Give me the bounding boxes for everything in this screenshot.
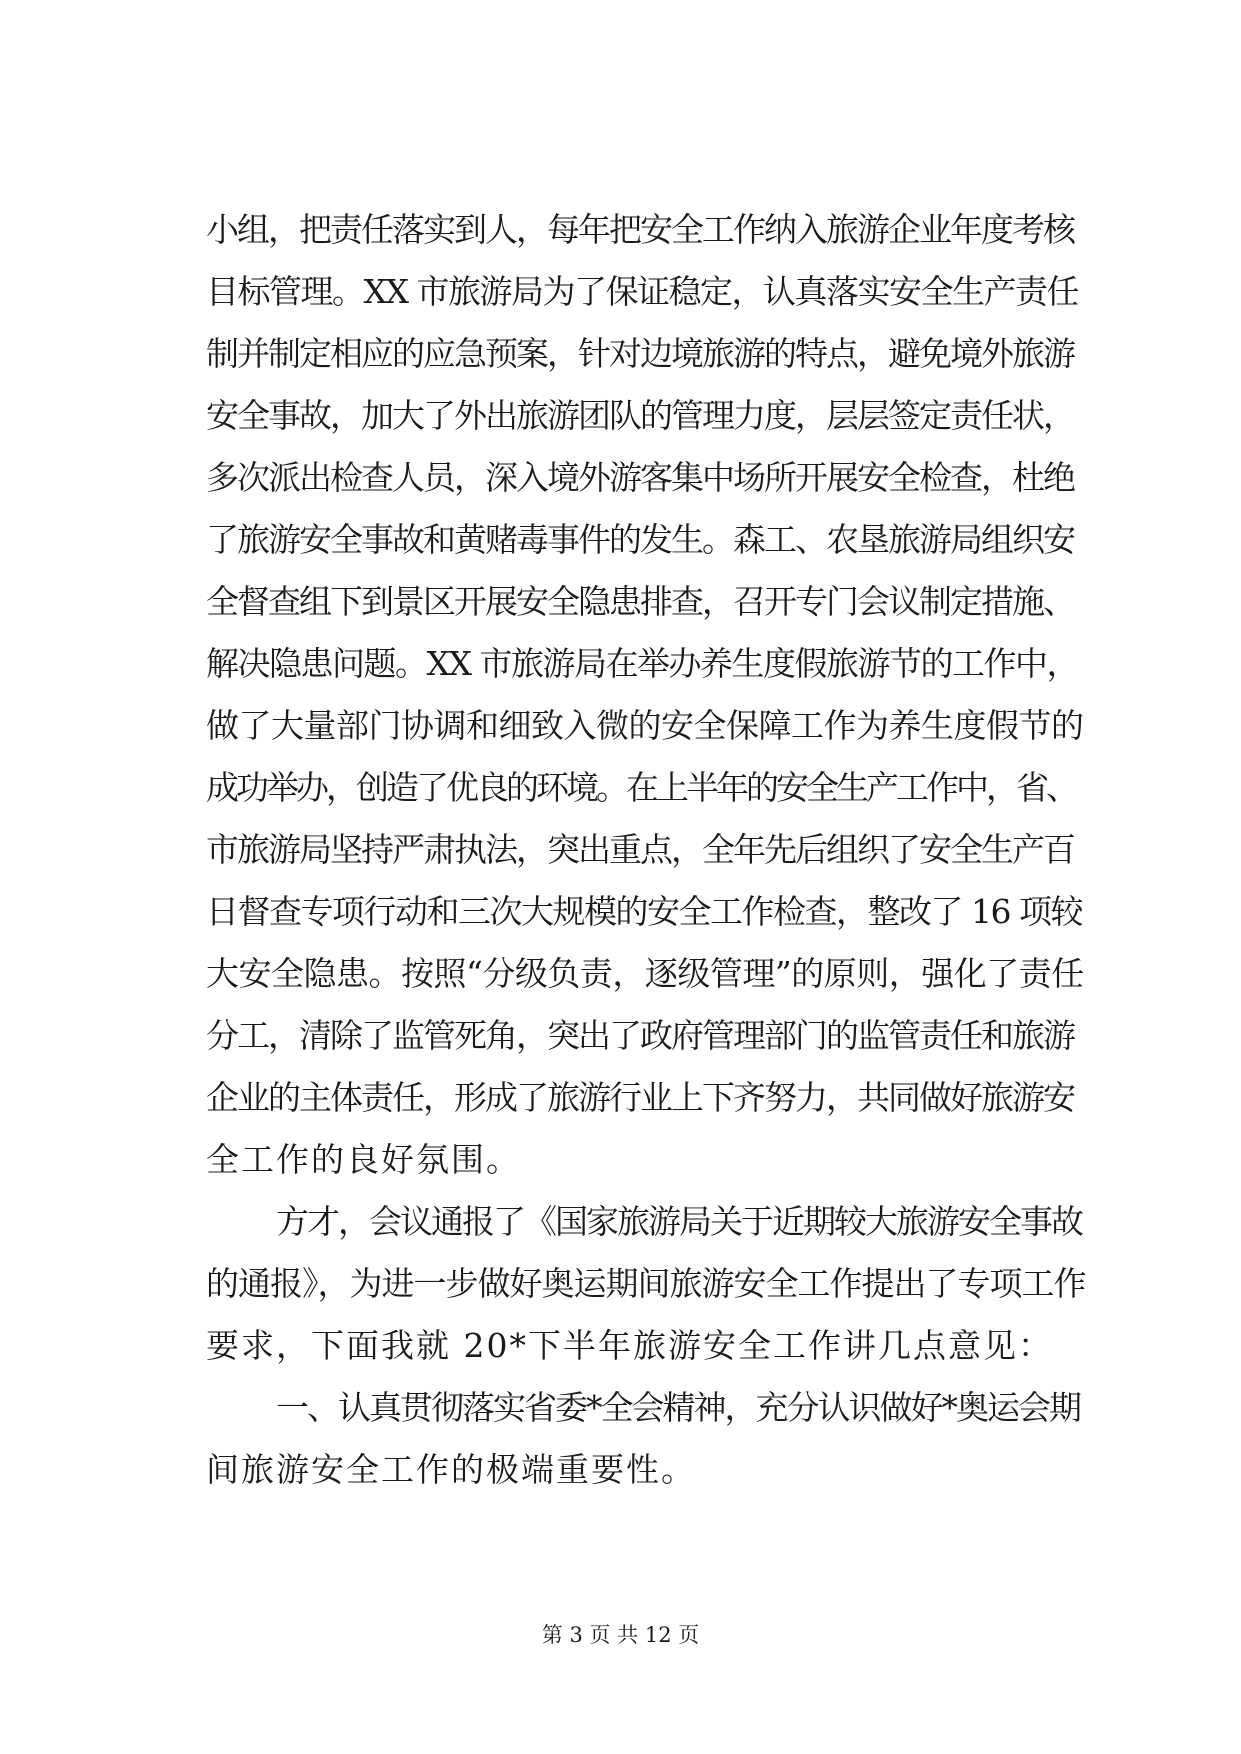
body-text-line: 安全事故，加大了外出旅游团队的管理力度，层层签定责任状， — [206, 396, 1074, 435]
body-text-line: 目标管理。XX 市旅游局为了保证稳定，认真落实安全生产责任 — [206, 272, 1078, 311]
paragraph-first-line: 方才，会议通报了《国家旅游局关于近期较大旅游安全事故 — [276, 1202, 1082, 1241]
body-text-line: 全督查组下到景区开展安全隐患排查，召开专门会议制定措施、 — [206, 582, 1074, 621]
body-text-line: 要求，下面我就 20*下半年旅游安全工作讲几点意见： — [206, 1326, 1053, 1365]
body-text-line: 多次派出检查人员，深入境外游客集中场所开展安全检查，杜绝 — [206, 458, 1074, 497]
body-text-line: 企业的主体责任，形成了旅游行业上下齐努力，共同做好旅游安 — [206, 1078, 1074, 1117]
body-text-line: 做了大量部门协调和细致入微的安全保障工作为养生度假节的 — [206, 706, 1084, 745]
body-text-line: 制并制定相应的应急预案，针对边境旅游的特点，避免境外旅游 — [206, 334, 1074, 373]
section-heading-line: 一、认真贯彻落实省委*全会精神，充分认识做好*奥运会期 — [276, 1388, 1080, 1427]
body-text-line: 小组，把责任落实到人，每年把安全工作纳入旅游企业年度考核 — [206, 210, 1074, 249]
body-text-line: 分工，清除了监管死角，突出了政府管理部门的监管责任和旅游 — [206, 1016, 1074, 1055]
body-text-line: 大安全隐患。按照“分级负责，逐级管理”的原则，强化了责任 — [206, 954, 1084, 993]
body-text-line: 成功举办，创造了优良的环境。在上半年的安全生产工作中，省、 — [206, 768, 1076, 807]
section-heading-line: 间旅游安全工作的极端重要性。 — [206, 1450, 696, 1489]
body-text-line: 日督查专项行动和三次大规模的安全工作检查，整改了 16 项较 — [206, 892, 1082, 931]
body-text-line: 了旅游安全事故和黄赌毒事件的发生。森工、农垦旅游局组织安 — [206, 520, 1074, 559]
page-number-footer: 第 3 页 共 12 页 — [541, 1623, 700, 1647]
body-text-line: 解决隐患问题。XX 市旅游局在举办养生度假旅游节的工作中， — [206, 644, 1078, 683]
body-text-line: 全工作的良好氛围。 — [206, 1140, 521, 1179]
body-text-line: 市旅游局坚持严肃执法，突出重点，全年先后组织了安全生产百 — [206, 830, 1074, 869]
body-text-line: 的通报》，为进一步做好奥运期间旅游安全工作提出了专项工作 — [206, 1264, 1086, 1303]
